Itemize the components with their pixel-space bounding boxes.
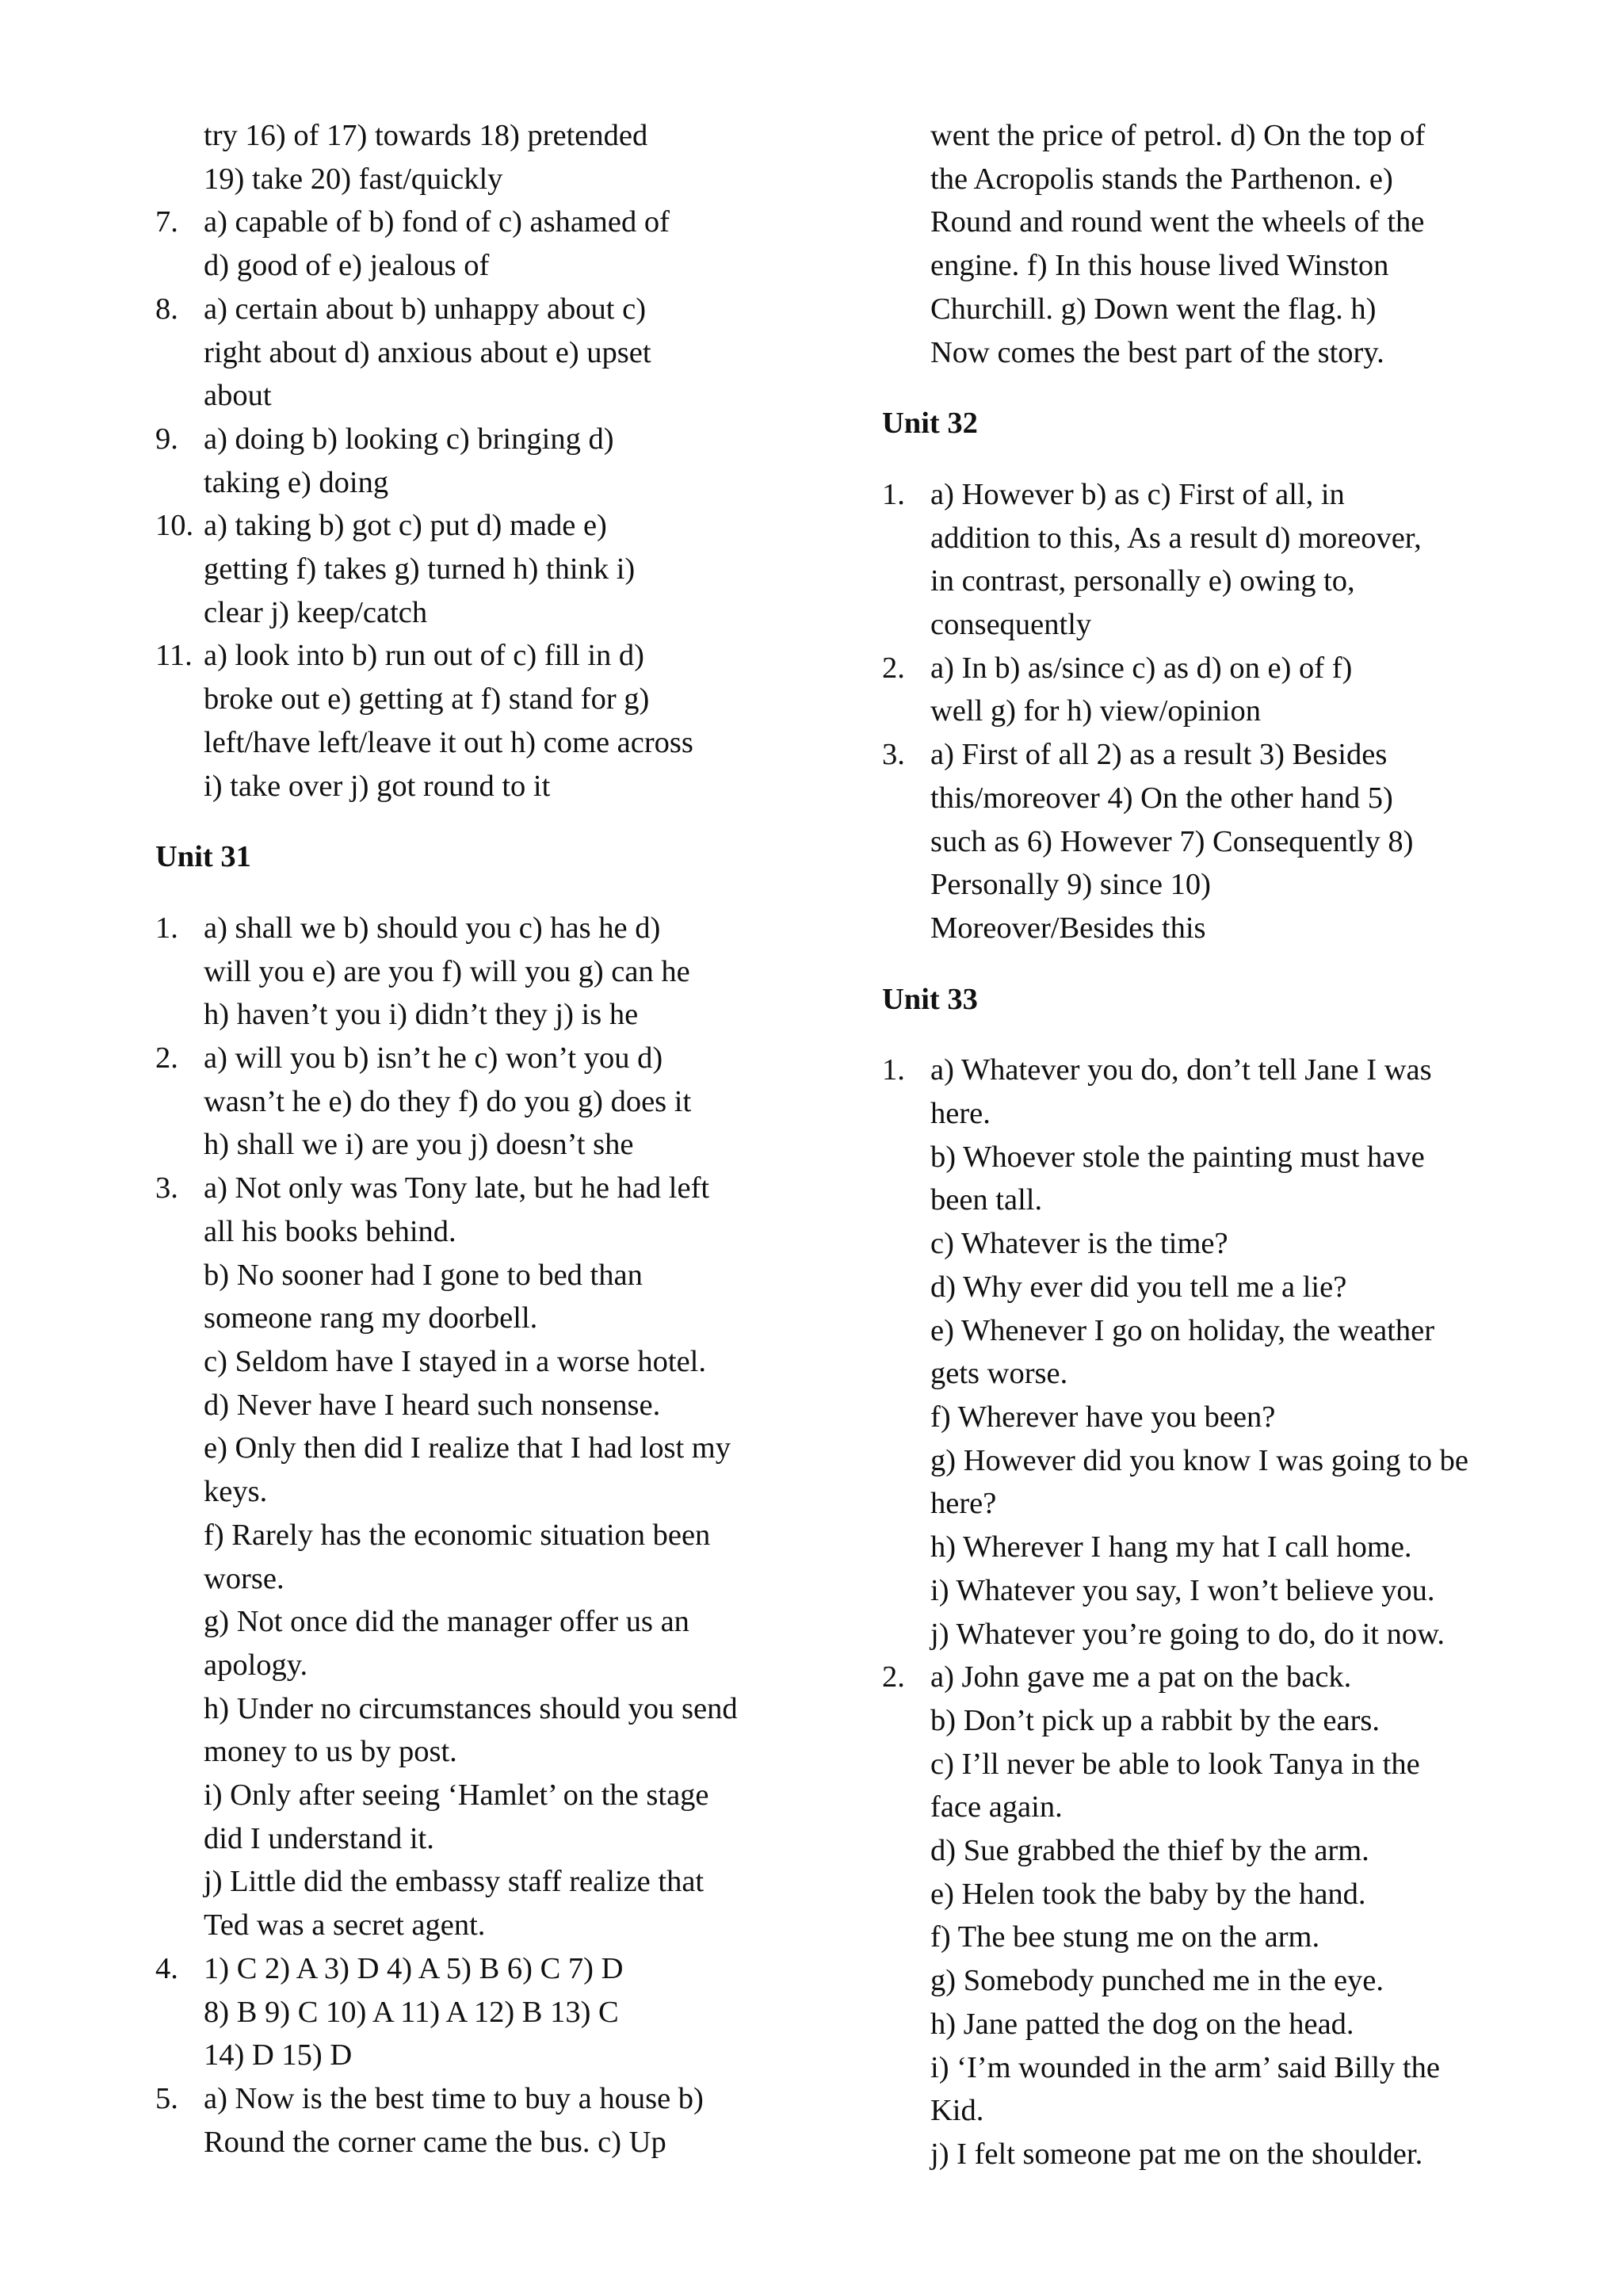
answer-line: Round the corner came the bus. c) Up bbox=[204, 2125, 666, 2159]
answer-item bbox=[155, 288, 797, 418]
answer-line: j) I felt someone pat me on the shoulder. bbox=[930, 2137, 1423, 2171]
answer-line: here? bbox=[930, 1487, 997, 1521]
answer-line: f) Rarely has the economic situation been bbox=[204, 1518, 711, 1552]
answer-line: did I understand it. bbox=[204, 1821, 434, 1855]
unit-32-answer-list bbox=[882, 473, 1508, 950]
answer-line: 14) D 15) D bbox=[204, 2038, 353, 2073]
answer-line: about bbox=[204, 379, 272, 413]
answer-line: broke out e) getting at f) stand for g) bbox=[204, 682, 650, 716]
answer-line: b) Don’t pick up a rabbit by the ears. bbox=[930, 1703, 1381, 1737]
answer-line: Ted was a secret agent. bbox=[204, 1908, 486, 1943]
answer-line: Kid. bbox=[930, 2094, 984, 2128]
answer-line: a) Now is the best time to buy a house b) bbox=[204, 2081, 704, 2115]
answer-line: addition to this, As a result d) moreover, bbox=[930, 521, 1422, 555]
unit-31-answer-list bbox=[155, 907, 797, 2164]
answer-line: this/moreover 4) On the other hand 5) bbox=[930, 781, 1393, 815]
left-column bbox=[155, 114, 797, 2164]
item-number: 7. bbox=[155, 205, 178, 239]
answer-line: Now comes the best part of the story. bbox=[930, 335, 1384, 369]
answer-line: c) I’ll never be able to look Tanya in the bbox=[930, 1747, 1420, 1781]
unit-33-answer-list bbox=[882, 1049, 1508, 2176]
answer-line: e) Helen took the baby by the hand. bbox=[930, 1877, 1366, 1911]
answer-item bbox=[882, 1049, 1508, 1656]
item-number: 8. bbox=[155, 292, 178, 326]
answer-line: Moreover/Besides this bbox=[930, 911, 1206, 945]
answer-list bbox=[155, 201, 797, 808]
answer-line: i) Only after seeing ‘Hamlet’ on the stage bbox=[204, 1778, 709, 1813]
answer-line: h) haven’t you i) didn’t they j) is he bbox=[204, 998, 639, 1032]
answer-line: e) Whenever I go on holiday, the weather bbox=[930, 1313, 1435, 1347]
answer-item bbox=[155, 418, 797, 504]
answer-line: Round and round went the wheels of the bbox=[930, 205, 1425, 239]
answer-item bbox=[155, 504, 797, 634]
answer-item bbox=[882, 1656, 1508, 2176]
answer-line: engine. f) In this house lived Winston bbox=[930, 249, 1389, 283]
answer-line: g) Not once did the manager offer us an bbox=[204, 1605, 689, 1639]
answer-item bbox=[155, 1167, 797, 1947]
answer-line: all his books behind. bbox=[204, 1214, 456, 1248]
answer-line: f) Wherever have you been? bbox=[930, 1400, 1276, 1434]
answer-line: went the price of petrol. d) On the top of bbox=[930, 119, 1426, 152]
answer-line: a) shall we b) should you c) has he d) bbox=[204, 911, 661, 945]
answer-line: left/have left/leave it out h) come across bbox=[204, 725, 693, 759]
right-column bbox=[882, 114, 1508, 2176]
answer-item bbox=[882, 647, 1508, 733]
answer-line: Churchill. g) Down went the flag. h) bbox=[930, 292, 1377, 326]
answer-item bbox=[155, 201, 797, 287]
answer-line: such as 6) However 7) Consequently 8) bbox=[930, 824, 1414, 858]
answer-item bbox=[155, 2077, 797, 2164]
answer-line: 8) B 9) C 10) A 11) A 12) B 13) C bbox=[204, 1995, 619, 2029]
answer-line: 19) take 20) fast/quickly bbox=[204, 162, 503, 196]
item-number: 5. bbox=[155, 2081, 178, 2115]
answer-line: a) doing b) looking c) bringing d) bbox=[204, 422, 614, 456]
answer-line: apology. bbox=[204, 1648, 308, 1682]
answer-line: h) Under no circumstances should you send bbox=[204, 1691, 738, 1725]
answer-line: c) Seldom have I stayed in a worse hotel. bbox=[204, 1344, 706, 1378]
answer-line: will you e) are you f) will you g) can he bbox=[204, 954, 690, 988]
answer-line: i) take over j) got round to it bbox=[204, 769, 551, 803]
answer-line: money to us by post. bbox=[204, 1735, 457, 1769]
answer-line: j) Little did the embassy staff realize that bbox=[204, 1865, 705, 1899]
answer-line: h) Jane patted the dog on the head. bbox=[930, 2007, 1354, 2041]
answer-line: gets worse. bbox=[930, 1357, 1068, 1391]
answer-line: keys. bbox=[204, 1475, 268, 1509]
answer-line: i) ‘I’m wounded in the arm’ said Billy the bbox=[930, 2050, 1440, 2084]
answer-item bbox=[155, 634, 797, 808]
answer-line: a) will you b) isn’t he c) won’t you d) bbox=[204, 1041, 663, 1075]
answer-line: getting f) takes g) turned h) think i) bbox=[204, 552, 636, 586]
answer-line: g) However did you know I was going to be bbox=[930, 1443, 1468, 1477]
answer-line: a) certain about b) unhappy about c) bbox=[204, 292, 647, 326]
answer-line: a) Whatever you do, don’t tell Jane I was bbox=[930, 1053, 1432, 1087]
item-number: 1. bbox=[155, 911, 178, 945]
answer-line: d) good of e) jealous of bbox=[204, 249, 490, 283]
answer-line: h) Wherever I hang my hat I call home. bbox=[930, 1530, 1412, 1564]
answer-line: f) The bee stung me on the arm. bbox=[930, 1920, 1320, 1954]
answer-line: a) John gave me a pat on the back. bbox=[930, 1660, 1352, 1694]
item-number: 1. bbox=[882, 477, 905, 511]
answer-line: the Acropolis stands the Parthenon. e) bbox=[930, 162, 1393, 196]
item-number: 4. bbox=[155, 1951, 178, 1985]
answer-line: been tall. bbox=[930, 1183, 1043, 1217]
answer-line: well g) for h) view/opinion bbox=[930, 694, 1261, 728]
item-number: 9. bbox=[155, 422, 178, 456]
answer-line: Personally 9) since 10) bbox=[930, 868, 1211, 902]
item-number: 10. bbox=[155, 509, 194, 543]
unit-32-heading: Unit 32 bbox=[882, 407, 978, 441]
answer-item bbox=[882, 473, 1508, 647]
continued-answer-block bbox=[155, 114, 797, 201]
answer-line: a) look into b) run out of c) fill in d) bbox=[204, 639, 644, 673]
answer-line: c) Whatever is the time? bbox=[930, 1227, 1228, 1261]
answer-line: d) Never have I heard such nonsense. bbox=[204, 1388, 661, 1422]
answer-line: someone rang my doorbell. bbox=[204, 1301, 538, 1335]
answer-line: in contrast, personally e) owing to, bbox=[930, 564, 1355, 598]
answer-line: i) Whatever you say, I won’t believe you. bbox=[930, 1573, 1435, 1607]
answer-line: g) Somebody punched me in the eye. bbox=[930, 1964, 1384, 1998]
answer-line: h) shall we i) are you j) doesn’t she bbox=[204, 1128, 634, 1162]
answer-line: taking e) doing bbox=[204, 465, 389, 499]
item-number: 3. bbox=[882, 738, 905, 772]
answer-line: a) In b) as/since c) as d) on e) of f) bbox=[930, 651, 1353, 685]
answer-line: d) Sue grabbed the thief by the arm. bbox=[930, 1834, 1369, 1868]
item-number: 2. bbox=[882, 1660, 905, 1694]
answer-item bbox=[155, 1037, 797, 1167]
answer-line: b) Whoever stole the painting must have bbox=[930, 1140, 1425, 1174]
item-number: 3. bbox=[155, 1171, 178, 1205]
answer-line: a) taking b) got c) put d) made e) bbox=[204, 509, 607, 543]
unit-31-heading: Unit 31 bbox=[155, 840, 251, 874]
answer-line: a) First of all 2) as a result 3) Besides bbox=[930, 738, 1388, 772]
answer-line: d) Why ever did you tell me a lie? bbox=[930, 1270, 1347, 1304]
continued-answer-block bbox=[882, 114, 1508, 374]
answer-item bbox=[155, 1947, 797, 2077]
item-number: 2. bbox=[155, 1041, 178, 1075]
item-number: 11. bbox=[155, 639, 193, 673]
answer-line: a) capable of b) fond of c) ashamed of bbox=[204, 205, 670, 239]
answer-line: consequently bbox=[930, 608, 1092, 642]
answer-line: here. bbox=[930, 1097, 991, 1131]
answer-line: 1) C 2) A 3) D 4) A 5) B 6) C 7) D bbox=[204, 1951, 624, 1985]
answer-line: a) However b) as c) First of all, in bbox=[930, 477, 1345, 511]
answer-item bbox=[155, 907, 797, 1037]
answer-line: face again. bbox=[930, 1790, 1063, 1824]
answer-item bbox=[882, 733, 1508, 950]
answer-line: a) Not only was Tony late, but he had left bbox=[204, 1171, 710, 1205]
answer-line: wasn’t he e) do they f) do you g) does it bbox=[204, 1084, 692, 1118]
answer-line: b) No sooner had I gone to bed than bbox=[204, 1258, 643, 1292]
answer-line: try 16) of 17) towards 18) pretended bbox=[204, 119, 648, 152]
answer-line: worse. bbox=[204, 1561, 285, 1595]
item-number: 1. bbox=[882, 1053, 905, 1087]
answer-line: clear j) keep/catch bbox=[204, 595, 428, 629]
answer-line: right about d) anxious about e) upset bbox=[204, 335, 651, 369]
answer-line: j) Whatever you’re going to do, do it now. bbox=[930, 1617, 1445, 1651]
unit-33-heading: Unit 33 bbox=[882, 982, 978, 1016]
answer-line: e) Only then did I realize that I had lost my bbox=[204, 1431, 731, 1465]
item-number: 2. bbox=[882, 651, 905, 685]
